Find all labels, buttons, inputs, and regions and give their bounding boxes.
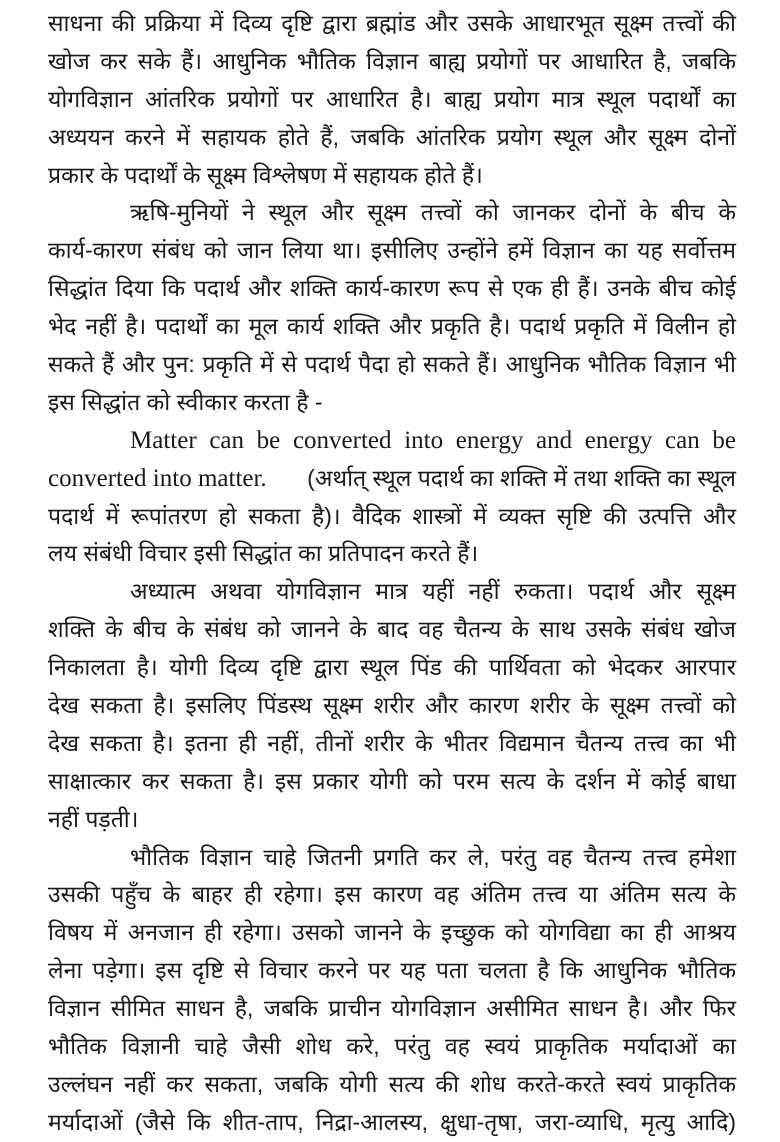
text-line: साक्षात्कार कर सकता है। इस प्रकार योगी को परम सत्य के दर्शन में कोई बाधा [48, 767, 736, 794]
text-line: ऋषि-मुनियों ने स्थूल और सूक्ष्म तत्त्वों को जानकर दोनों के बीच के [130, 199, 736, 226]
paragraph [48, 422, 736, 574]
text-line: भौतिक विज्ञान चाहे जितनी प्रगति कर ले, परंतु वह चैतन्य तत्त्व हमेशा [130, 843, 736, 870]
text-line: सकते हैं और पुन: प्रकृति में से पदार्थ पैदा हो सकते हैं। आधुनिक भौतिक विज्ञान भी [48, 351, 736, 378]
text-line: देख सकता है। इसलिए पिंडस्थ सूक्ष्म शरीर और कारण शरीर के सूक्ष्म तत्त्वों को [48, 692, 736, 719]
paragraph [48, 5, 736, 194]
text-line: मर्यादाओं (जैसे कि शीत-ताप, निद्रा-आलस्य, क्षुधा-तृषा, जरा-व्याधि, मृत्यु आदि) [48, 1108, 736, 1135]
text-line: पदार्थ में रूपांतरण हो सकता है)। वैदिक शास्त्रों में व्यक्त सृष्टि की उत्पत्ति और [48, 502, 736, 529]
translation-text: (अर्थात् स्थूल पदार्थ का शक्ति में तथा शक्ति का स्थूल [307, 464, 736, 491]
text-line: योगविज्ञान आंतरिक प्रयोगों पर आधारित है। बाह्य प्रयोग मात्र स्थूल पदार्थों का [48, 85, 736, 112]
text-line: भौतिक विज्ञानी चाहे जैसी शोध करे, परंतु वह स्वयं प्राकृतिक मर्यादाओं का [48, 1033, 736, 1060]
text-line: साधना की प्रक्रिया में दिव्य दृष्टि द्वारा ब्रह्मांड और उसके आधारभूत सूक्ष्म तत्त्वों की [48, 10, 736, 36]
text-line: देख सकता है। इतना ही नहीं, तीनों शरीर के भीतर विद्यमान चैतन्य तत्त्व का भी [48, 729, 736, 756]
text-line: लेना पड़ेगा। इस दृष्टि से विचार करने पर यह पता चलता है कि आधुनिक भौतिक [48, 957, 736, 984]
text-line: खोज कर सके हैं। आधुनिक भौतिक विज्ञान बाह्य प्रयोगों पर आधारित है, जबकि [48, 47, 736, 74]
text-line: निकालता है। योगी दिव्य दृष्टि द्वारा स्थूल पिंड की पार्थिवता को भेदकर आरपार [48, 654, 736, 681]
text-line: लय संबंधी विचार इसी सिद्धांत का प्रतिपादन करते हैं। [48, 540, 479, 567]
text-line: इस सिद्धांत को स्वीकार करता है - [48, 388, 323, 415]
text-line: विषय में अनजान ही रहेगा। उसको जानने के इच्छुक को योगविद्या का ही आश्रय [48, 919, 736, 946]
text-line: उसकी पहुँच के बाहर ही रहेगा। इस कारण वह अंतिम तत्त्व या अंतिम सत्य के [48, 881, 736, 908]
text-line: प्रकार के पदार्थों के सूक्ष्म विश्लेषण में सहायक होते हैं। [48, 161, 483, 188]
text-line: विज्ञान सीमित साधन है, जबकि प्राचीन योगविज्ञान असीमित साधन है। और फिर [48, 995, 736, 1022]
text-line: अध्ययन करने में सहायक होते हैं, जबकि आंतरिक प्रयोग स्थूल और सूक्ष्म दोनों [48, 123, 736, 150]
text-line [48, 460, 736, 498]
text-line: अध्यात्म अथवा योगविज्ञान मात्र यहीं नहीं रुकता। पदार्थ और सूक्ष्म [130, 578, 736, 605]
text-line: शक्ति के बीच के संबंध को जानने के बाद वह चैतन्य के साथ उसके संबंध खोज [48, 616, 736, 643]
text-line: नहीं पड़ती। [48, 805, 139, 832]
english-quote-end: converted into matter. [48, 464, 267, 492]
paragraph [48, 573, 736, 838]
text-line: सिद्धांत दिया कि पदार्थ और शक्ति कार्य-कारण रूप से एक ही हैं। उनके बीच कोई [48, 275, 736, 302]
text-line: कार्य-कारण संबंध को जान लिया था। इसीलिए उन्होंने हमें विज्ञान का यह सर्वोत्तम [48, 237, 736, 264]
english-quote-line: Matter can be converted into energy and energy can be [130, 426, 736, 454]
paragraph [48, 839, 736, 1142]
text-line: भेद नहीं है। पदार्थों का मूल कार्य शक्ति और प्रकृति है। पदार्थ प्रकृति में विलीन हो [48, 313, 736, 340]
document-page [48, 5, 736, 1142]
text-line: उल्लंघन नहीं कर सकता, जबकि योगी सत्य की शोध करते-करते स्वयं प्राकृतिक [48, 1070, 736, 1097]
paragraph [48, 194, 736, 421]
